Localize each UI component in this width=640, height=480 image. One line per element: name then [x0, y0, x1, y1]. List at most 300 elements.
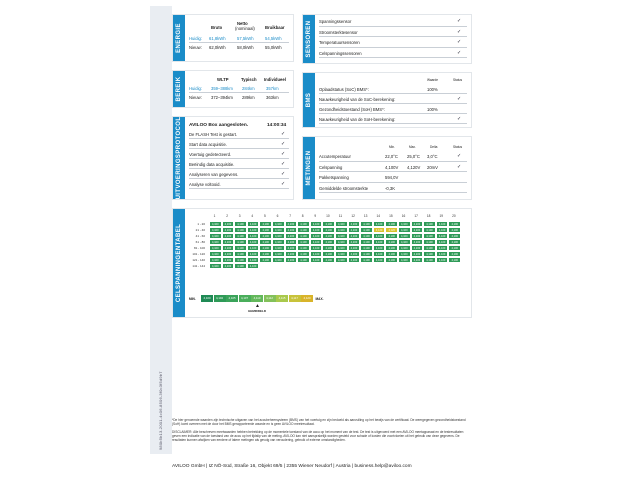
bms-row-label: Nauwkeurigheid van de SoH-berekening:	[319, 117, 396, 122]
cell-column-label: 4	[251, 214, 254, 218]
energy-current-bruto: 61,8kWh	[209, 36, 226, 41]
sensors-tab-label: SENSOREN	[306, 20, 312, 58]
cell-column-label: 13	[363, 214, 368, 218]
cell-voltage: 4,100	[222, 251, 235, 257]
cell-voltage: 4,100	[348, 239, 361, 245]
measurements-tab	[303, 137, 315, 199]
energy-card	[172, 14, 294, 62]
cell-voltage: 4,100	[209, 221, 222, 227]
measure-header-min: Min.	[389, 145, 396, 149]
cell-column-label: 12	[351, 214, 355, 218]
energy-tab	[173, 15, 185, 61]
measure-value: 20mV	[427, 164, 438, 170]
check-icon: ✓	[281, 171, 286, 177]
cell-voltage: 4,100	[373, 251, 386, 257]
cell-voltage: 4,100	[310, 233, 323, 239]
divider	[189, 178, 289, 179]
legend-average: GEMIDDELD	[248, 309, 266, 313]
legend-cell: 4,115	[276, 295, 288, 302]
cell-row-label: 101 - 120	[192, 252, 205, 256]
measure-row-label: Accutemperatuur	[319, 154, 351, 159]
cell-voltage: 4,100	[423, 227, 436, 233]
bms-row-label: Nauwkeurigheid van de SoC-berekening:	[319, 97, 396, 102]
cell-voltage: 4,100	[310, 221, 323, 227]
cell-voltage: 4,100	[322, 245, 335, 251]
cell-voltage: 4,100	[436, 227, 449, 233]
cell-voltage: 4,100	[209, 239, 222, 245]
cell-voltage: 4,100	[373, 233, 386, 239]
range-current-typical: 284km	[242, 86, 255, 91]
cell-voltage: 4,100	[297, 251, 310, 257]
cell-voltage: 4,100	[272, 251, 285, 257]
cell-voltage: 4,100	[222, 263, 235, 269]
cell-voltage: 4,100	[448, 245, 461, 251]
cell-voltage: 4,100	[222, 239, 235, 245]
cell-voltage: 4,100	[297, 239, 310, 245]
cell-row-label: 121 - 140	[192, 258, 205, 262]
measure-header-max: Max.	[409, 145, 416, 149]
cell-row-label: 21 - 40	[195, 228, 205, 232]
energy-header-bruto: Bruto	[211, 25, 223, 30]
range-header-typical: Typisch	[241, 77, 257, 82]
cell-voltage: 4,100	[209, 233, 222, 239]
cell-voltage: 4,100	[209, 263, 222, 269]
cell-voltage: 4,100	[360, 251, 373, 257]
cell-voltage: 4,100	[411, 245, 424, 251]
cell-voltage: 4,100	[234, 221, 247, 227]
cell-voltage: 4,100	[398, 251, 411, 257]
cell-voltage: 4,100	[259, 251, 272, 257]
cell-voltage: 4,100	[436, 239, 449, 245]
divider	[319, 123, 467, 124]
check-icon: ✓	[281, 151, 286, 157]
divider	[319, 47, 467, 48]
measure-value: 4,100V	[385, 164, 399, 170]
legend-cell: 4,107	[239, 295, 251, 302]
protocol-step: Analyseren van gegevens.	[189, 172, 239, 177]
cell-voltage: 4,100	[348, 227, 361, 233]
energy-row-new-label: Nieuw:	[189, 45, 202, 50]
bms-card	[302, 72, 472, 128]
cell-voltage: 4,100	[297, 221, 310, 227]
range-row-new-label: Nieuw:	[189, 95, 202, 100]
range-current-wltp: 359–388km	[211, 86, 233, 91]
cell-voltage: 4,100	[259, 257, 272, 263]
divider	[319, 103, 467, 104]
cell-voltage: 4,100	[348, 251, 361, 257]
cell-column-label: 8	[301, 214, 304, 218]
energy-new-netto: 58,0kWh	[237, 45, 254, 50]
cell-voltage: 4,100	[285, 221, 298, 227]
legend-min: MIN.	[189, 296, 196, 301]
check-icon: ✓	[457, 18, 462, 24]
cell-voltage: 4,100	[423, 239, 436, 245]
cell-voltage: 4,100	[411, 233, 424, 239]
cell-voltage: 4,100	[335, 221, 348, 227]
cell-column-label: 5	[264, 214, 266, 218]
legend-cell: 4,105	[226, 295, 238, 302]
cell-voltage: 4,100	[209, 257, 222, 263]
check-icon: ✓	[457, 39, 462, 45]
cell-column-label: 6	[276, 214, 279, 218]
bms-tab	[303, 73, 315, 127]
cell-voltage: 4,100	[209, 251, 222, 257]
cell-voltage: 4,100	[272, 245, 285, 251]
measure-header-delta: Delta	[430, 145, 438, 149]
protocol-tab	[173, 117, 185, 199]
cell-column-label: 19	[439, 214, 444, 218]
cell-voltage: 4,100	[373, 257, 386, 263]
protocol-time: 14:00:34	[267, 123, 287, 128]
protocol-card	[172, 116, 294, 200]
cell-voltage: 4,100	[247, 263, 260, 269]
divider	[319, 93, 467, 94]
cell-voltage: 4,100	[423, 257, 436, 263]
cell-voltage: 4,100	[259, 227, 272, 233]
cell-voltage: 4,100	[234, 233, 247, 239]
bms-header-status: Status	[453, 78, 463, 82]
cell-voltage: 4,100	[234, 257, 247, 263]
cell-voltage: 4,100	[436, 257, 449, 263]
energy-current-netto: 57,5kWh	[237, 36, 254, 41]
range-header-individual: Individueel	[264, 77, 286, 82]
cell-voltage: 4,100	[247, 239, 260, 245]
measure-value: 594,0V	[385, 175, 399, 180]
cell-voltage: 4,100	[259, 245, 272, 251]
legend-cell: 4,117	[289, 295, 301, 302]
cell-voltage: 4,100	[209, 227, 222, 233]
cell-voltage: 4,100	[297, 233, 310, 239]
cell-column-label: 18	[426, 214, 431, 218]
cell-table-tab	[173, 209, 185, 317]
measure-row-label: Celspanning	[319, 164, 343, 170]
cell-voltage: 4,100	[411, 227, 424, 233]
company-footer: AVILOO GmbH | IZ NÖ-Süd, Straße 16, Objekt 69/5 | 2355 Wiener Neudorf | Austria | business.help@aviloo.com	[172, 464, 412, 469]
divider	[319, 57, 467, 58]
cell-voltage: 4,100	[335, 239, 348, 245]
cell-voltage: 4,100	[385, 251, 398, 257]
check-icon: ✓	[457, 96, 462, 102]
cell-voltage: 4,100	[411, 221, 424, 227]
cell-voltage: 4,100	[247, 245, 260, 251]
cell-row-label: 1 - 20	[197, 222, 205, 226]
cell-voltage: 4,120	[373, 227, 386, 233]
check-icon: ✓	[281, 131, 286, 137]
divider	[319, 113, 467, 114]
cell-voltage: 4,100	[285, 227, 298, 233]
cell-voltage: 4,100	[360, 221, 373, 227]
cell-voltage: 4,100	[322, 233, 335, 239]
cell-voltage: 4,100	[234, 239, 247, 245]
cell-voltage: 4,100	[285, 239, 298, 245]
cell-voltage: 4,100	[423, 233, 436, 239]
divider	[319, 26, 467, 27]
cell-row-label: 41 - 60	[195, 234, 205, 238]
cell-voltage: 4,100	[259, 239, 272, 245]
cell-voltage: 4,100	[234, 251, 247, 257]
footnote: *De hier genoemde waarden zijn technische uitgaven van het accubeheersysteem (BMS) van het voertuig en zijn bedoeld als aanvulling op het bewijs van de certificaat. De weergegeven gezondheidstoestand (SoH) komt overeen met de door het BMS gerapporteerde waarde en is geen AVILOO meetresultaat.	[172, 418, 466, 427]
cell-voltage: 4,100	[234, 263, 247, 269]
cell-voltage: 4,100	[247, 227, 260, 233]
cell-voltage: 4,100	[423, 245, 436, 251]
divider	[189, 42, 289, 43]
energy-header-netto-sub: (nominaal)	[235, 26, 255, 31]
cell-table-card	[172, 208, 472, 318]
cell-voltage: 4,100	[272, 239, 285, 245]
cell-voltage: 4,100	[360, 257, 373, 263]
check-icon: ✓	[457, 28, 462, 35]
cell-voltage: 4,100	[247, 257, 260, 263]
range-new-wltp: 372–394km	[211, 95, 233, 100]
divider	[189, 92, 289, 93]
measure-value: 4,120V	[407, 164, 421, 170]
cell-column-label: 3	[238, 214, 241, 218]
cell-voltage: 4,100	[322, 239, 335, 245]
cell-column-label: 20	[452, 214, 456, 218]
cell-voltage: 4,100	[310, 227, 323, 233]
divider	[319, 161, 467, 162]
cell-voltage: 4,100	[398, 221, 411, 227]
divider	[189, 148, 289, 149]
energy-tab-label: ENERGIE	[176, 23, 182, 53]
cell-voltage: 4,100	[398, 233, 411, 239]
measure-header-status: Status	[453, 145, 463, 149]
range-new-individual: 363km	[266, 95, 279, 100]
cell-voltage: 4,100	[436, 233, 449, 239]
cell-voltage: 4,100	[348, 245, 361, 251]
range-new-typical: 289km	[242, 95, 255, 100]
protocol-tab-label: UITVOERINGSPROTOCOL	[176, 116, 182, 200]
cell-column-label: 14	[376, 214, 381, 218]
cell-voltage: 4,100	[385, 221, 398, 227]
cell-voltage: 4,100	[373, 239, 386, 245]
bms-row-label: Gezondheidstoestand (SoH) BMS*:	[319, 107, 385, 112]
cell-voltage: 4,120	[385, 227, 398, 233]
divider	[319, 182, 467, 183]
protocol-step: Voertuig gedetecteerd.	[189, 152, 232, 157]
cell-voltage: 4,100	[222, 257, 235, 263]
legend-cell: 4,102	[214, 295, 226, 302]
cell-voltage: 4,100	[259, 221, 272, 227]
protocol-step: Analyse voltooid.	[189, 182, 221, 187]
cell-voltage: 4,100	[310, 239, 323, 245]
check-icon: ✓	[457, 163, 462, 170]
energy-header-bruikbaar: Bruikbaar	[265, 25, 285, 30]
protocol-step: Beëindig data acquisitie.	[189, 162, 235, 167]
cell-voltage: 4,100	[272, 233, 285, 239]
measurements-tab-label: METINGEN	[306, 150, 312, 186]
cell-voltage: 4,100	[448, 257, 461, 263]
bms-tab-label: BMS	[306, 92, 312, 108]
sensor-item: Temperatuursensoren	[319, 40, 360, 45]
cell-voltage: 4,100	[335, 227, 348, 233]
energy-current-bruikbaar: 54,5kWh	[265, 36, 282, 41]
cell-voltage: 4,100	[373, 221, 386, 227]
protocol-step: Start data acquisitie.	[189, 142, 227, 147]
cell-table-tab-label: CELSPANNINGENTABEL	[176, 223, 182, 303]
cell-voltage: 4,100	[335, 251, 348, 257]
sensor-item: Spanningssensor	[319, 19, 352, 24]
cell-voltage: 4,100	[335, 245, 348, 251]
cell-column-label: 11	[338, 214, 343, 218]
cell-voltage: 4,100	[398, 245, 411, 251]
cell-voltage: 4,100	[448, 227, 461, 233]
protocol-title: AVILOO Box aangesloten.	[189, 123, 249, 128]
cell-voltage: 4,100	[234, 245, 247, 251]
document-id: 980b5b13-2001-4c06-8506-3f0c3f5d9b7	[158, 371, 163, 450]
sensor-item: Celspanningssensoren	[319, 50, 362, 56]
check-icon: ✓	[457, 49, 462, 56]
cell-voltage: 4,100	[348, 257, 361, 263]
cell-voltage: 4,100	[247, 221, 260, 227]
cell-column-label: 2	[226, 214, 228, 218]
cell-voltage: 4,100	[360, 233, 373, 239]
cell-voltage: 4,100	[272, 257, 285, 263]
sensors-tab	[303, 15, 315, 63]
check-icon: ✓	[281, 181, 286, 187]
legend-cell: 4,100	[201, 295, 213, 302]
legend-cell: 4,110	[251, 295, 263, 302]
cell-column-label: 7	[289, 214, 291, 218]
range-row-current-label: Huidig:	[189, 86, 203, 91]
cell-voltage: 4,100	[222, 227, 235, 233]
cell-voltage: 4,100	[385, 257, 398, 263]
range-card	[172, 70, 294, 108]
disclaimer: DISCLAIMER: Alle beschreven meetwaarden hebben betrekking op de momentele toestand van de accu op het moment van de test. De test is uitgevoerd met een AVILOO meetapparaat en de testresultaten geven een indicatie van de toestand van de accu op het tijdstip van de meting. AVILOO kan niet aansprakelijk worden gesteld voor schade of kosten die voortvloeien uit het gebruik van deze gegevens. De resultaten kunnen afwijken van eerdere of latere metingen als gevolg van veroudering, gebruik of externe omstandigheden.	[172, 430, 464, 443]
cell-row-label: 81 - 100	[193, 246, 205, 250]
cell-voltage: 4,100	[335, 233, 348, 239]
cell-voltage: 4,100	[272, 227, 285, 233]
cell-voltage: 4,100	[423, 221, 436, 227]
cell-voltage: 4,100	[348, 221, 361, 227]
cell-voltage: 4,100	[322, 257, 335, 263]
cell-voltage: 4,100	[436, 251, 449, 257]
cell-voltage: 4,100	[385, 239, 398, 245]
cell-voltage: 4,100	[398, 239, 411, 245]
cell-voltage: 4,100	[322, 251, 335, 257]
divider	[189, 158, 289, 159]
cell-voltage: 4,100	[297, 257, 310, 263]
bms-row-value: 100%	[427, 107, 438, 112]
cell-voltage: 4,100	[297, 245, 310, 251]
measure-value: 25,0°C	[407, 154, 420, 159]
divider	[189, 188, 289, 189]
cell-voltage: 4,100	[398, 227, 411, 233]
cell-voltage: 4,100	[448, 239, 461, 245]
cell-voltage: 4,100	[285, 257, 298, 263]
measurements-card	[302, 136, 472, 200]
range-tab-label: BEREIK	[176, 76, 182, 102]
check-icon: ✓	[281, 141, 286, 147]
measure-value: 22,0°C	[385, 154, 398, 159]
cell-voltage: 4,100	[285, 233, 298, 239]
divider	[319, 36, 467, 37]
range-header-wltp: WLTP	[217, 77, 229, 82]
cell-voltage: 4,100	[247, 233, 260, 239]
divider	[319, 171, 467, 172]
cell-voltage: 4,100	[247, 251, 260, 257]
cell-voltage: 4,100	[411, 257, 424, 263]
measure-row-label: Pakketspanning	[319, 175, 349, 180]
cell-voltage: 4,100	[360, 239, 373, 245]
cell-voltage: 4,100	[322, 221, 335, 227]
cell-voltage: 4,100	[285, 251, 298, 257]
cell-column-label: 16	[401, 214, 406, 218]
sensors-card	[302, 14, 472, 64]
cell-column-label: 9	[314, 214, 317, 218]
cell-voltage: 4,100	[360, 245, 373, 251]
measure-value: 3,0°C	[427, 154, 438, 159]
cell-voltage: 4,100	[310, 251, 323, 257]
cell-voltage: 4,100	[209, 245, 222, 251]
cell-voltage: 4,100	[322, 227, 335, 233]
energy-new-bruikbaar: 55,0kWh	[265, 45, 282, 50]
energy-header-netto: Netto	[237, 21, 248, 26]
cell-voltage: 4,100	[448, 233, 461, 239]
cell-voltage: 4,100	[259, 233, 272, 239]
cell-column-label: 1	[213, 214, 216, 218]
energy-row-current-label: Huidig:	[189, 36, 203, 41]
cell-voltage: 4,100	[411, 251, 424, 257]
legend-cell: 4,112	[264, 295, 276, 302]
sensor-item: Stroomsterktesensor	[319, 29, 358, 35]
bms-header-value: Waarde	[427, 78, 439, 82]
cell-voltage: 4,100	[272, 221, 285, 227]
cell-voltage: 4,100	[423, 251, 436, 257]
cell-row-label: 141 - 144	[192, 264, 205, 268]
average-marker-icon: ▲	[255, 303, 260, 309]
cell-voltage: 4,100	[222, 221, 235, 227]
cell-voltage: 4,100	[297, 227, 310, 233]
cell-voltage: 4,100	[398, 257, 411, 263]
cell-voltage: 4,100	[385, 245, 398, 251]
protocol-step: De FLASH Test is gestart.	[189, 132, 238, 137]
cell-column-label: 17	[414, 214, 418, 218]
range-current-individual: 357km	[266, 86, 279, 91]
check-icon: ✓	[457, 153, 462, 159]
measure-value: -0,3K	[385, 185, 396, 191]
range-tab	[173, 71, 185, 107]
measure-row-label: Gemiddelde stroomsterkte	[319, 185, 369, 191]
cell-voltage: 4,100	[310, 257, 323, 263]
cell-voltage: 4,100	[436, 245, 449, 251]
cell-column-label: 15	[389, 214, 393, 218]
cell-voltage: 4,100	[348, 233, 361, 239]
cell-voltage: 4,100	[448, 221, 461, 227]
cell-voltage: 4,100	[373, 245, 386, 251]
cell-voltage: 4,100	[360, 227, 373, 233]
cell-voltage: 4,100	[222, 245, 235, 251]
cell-voltage: 4,100	[411, 239, 424, 245]
cell-voltage: 4,100	[436, 221, 449, 227]
legend-cell: 4,120	[301, 295, 313, 302]
divider	[189, 168, 289, 169]
divider	[319, 192, 467, 193]
cell-voltage: 4,100	[448, 251, 461, 257]
bms-row-value: 100%	[427, 87, 438, 92]
cell-voltage: 4,100	[234, 227, 247, 233]
divider	[189, 138, 289, 139]
cell-column-label: 10	[326, 214, 330, 218]
cell-voltage: 4,100	[222, 233, 235, 239]
bms-row-label: Oplaadstatus (SoC) BMS*:	[319, 87, 369, 92]
cell-voltage: 4,100	[335, 257, 348, 263]
cell-voltage: 4,100	[385, 233, 398, 239]
check-icon: ✓	[281, 161, 286, 167]
check-icon: ✓	[457, 116, 462, 122]
cell-voltage: 4,100	[285, 245, 298, 251]
cell-voltage: 4,100	[310, 245, 323, 251]
